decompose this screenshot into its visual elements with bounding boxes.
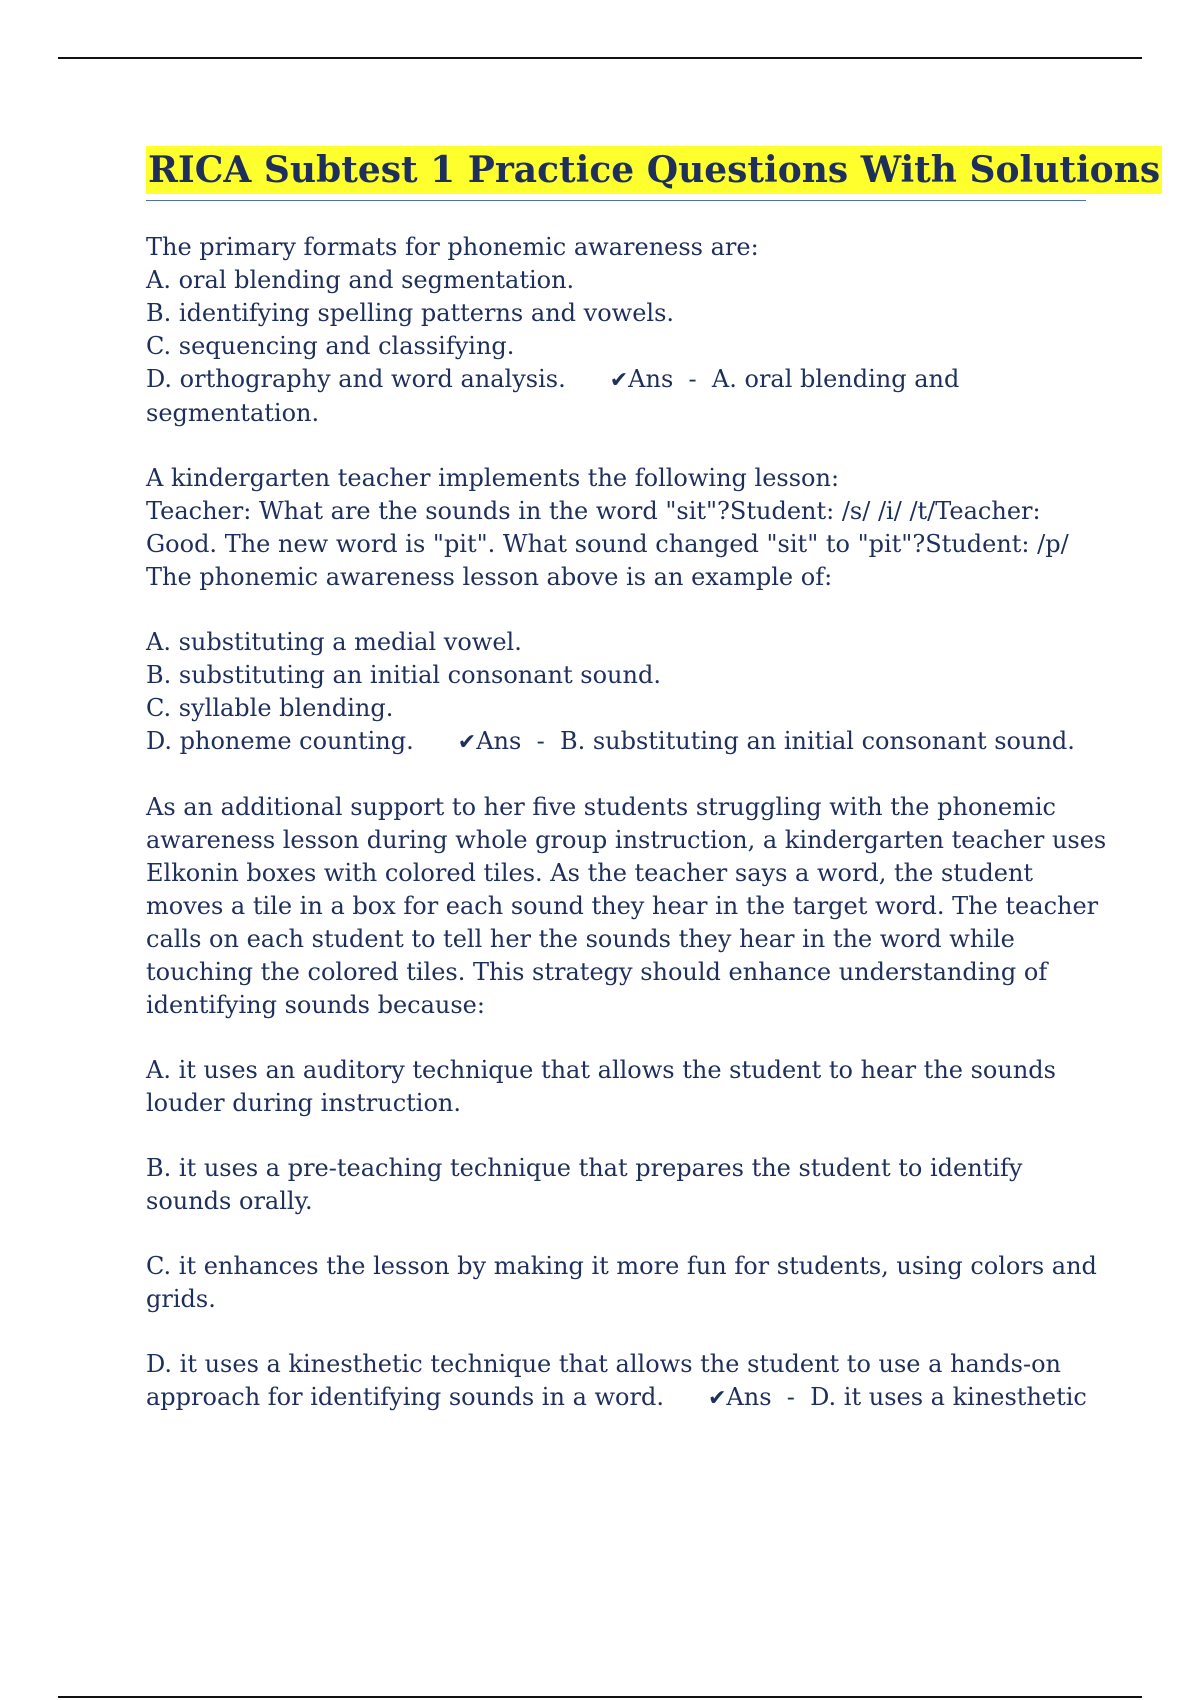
question-3 (146, 791, 1107, 1415)
question-1-answer-cont: segmentation. (146, 399, 320, 427)
question-3-option-d: D. it uses a kinesthetic technique that allows the student to use a hands-on (146, 1350, 1061, 1378)
question-3-option-b: B. it uses a pre-teaching technique that prepares the student to identify (146, 1154, 1023, 1182)
question-1-answer: A. oral blending and (711, 365, 960, 393)
question-3-prompt-line-4: moves a tile in a box for each sound they hear in the target word. The teacher (146, 892, 1099, 920)
question-1-option-b: B. identifying spelling patterns and vowels. (146, 299, 675, 327)
question-2-option-d: D. phoneme counting. (146, 727, 414, 755)
check-icon: ✔ (707, 1386, 727, 1411)
question-2-option-d-row (146, 725, 1086, 759)
page-top-rule (58, 57, 1142, 59)
question-2-option-b: B. substituting an initial consonant sound. (146, 661, 661, 689)
question-3-option-d-cont: approach for identifying sounds in a word. (146, 1383, 664, 1411)
question-2-prompt: A kindergarten teacher implements the following lesson: (146, 464, 840, 492)
question-3-prompt-line-5: calls on each student to tell her the sounds they hear in the word while (146, 925, 1015, 953)
question-1 (146, 231, 1086, 430)
question-2-answer: B. substituting an initial consonant sound. (559, 727, 1075, 755)
question-3-prompt-line-3: Elkonin boxes with colored tiles. As the teacher says a word, the student (146, 859, 1034, 887)
question-3-prompt-line-6: touching the colored tiles. This strategy should enhance understanding of (146, 958, 1048, 986)
check-icon: ✔ (457, 730, 477, 755)
question-3-option-a: A. it uses an auditory technique that allows the student to hear the sounds (146, 1056, 1056, 1084)
question-2-prompt-line-2: Teacher: What are the sounds in the word "sit"?Student: /s/ /i/ /t/Teacher: (146, 497, 1041, 525)
question-3-option-b-cont: sounds orally. (146, 1187, 313, 1215)
question-3-prompt-line-1: As an additional support to her five students struggling with the phonemic (146, 793, 1056, 821)
title-block (146, 146, 1161, 201)
document-body (146, 146, 1161, 1415)
question-1-option-d-row (146, 363, 1086, 397)
answer-label: Ans (726, 1383, 772, 1411)
question-1-option-a: A. oral blending and segmentation. (146, 266, 575, 294)
document-title: RICA Subtest 1 Practice Questions With Solutions (146, 146, 1162, 194)
answer-separator: - (786, 1383, 795, 1411)
question-3-option-c-cont: grids. (146, 1285, 216, 1313)
question-3-option-d-row (146, 1381, 1086, 1415)
question-3-answer: D. it uses a kinesthetic (810, 1383, 1087, 1411)
page-bottom-rule (58, 1696, 1142, 1698)
question-2-prompt-line-3: Good. The new word is "pit". What sound changed "sit" to "pit"?Student: /p/ (146, 530, 1069, 558)
question-2-option-a: A. substituting a medial vowel. (146, 628, 522, 656)
question-2 (146, 462, 1086, 759)
answer-label: Ans (628, 365, 674, 393)
answer-separator: - (688, 365, 697, 393)
answer-label: Ans (476, 727, 522, 755)
question-1-prompt: The primary formats for phonemic awareness are: (146, 233, 759, 261)
question-3-prompt-line-7: identifying sounds because: (146, 991, 485, 1019)
check-icon: ✔ (609, 368, 629, 393)
question-3-prompt-line-2: awareness lesson during whole group instruction, a kindergarten teacher uses (146, 826, 1107, 854)
question-1-option-d: D. orthography and word analysis. (146, 365, 566, 393)
question-3-option-a-cont: louder during instruction. (146, 1089, 461, 1117)
answer-separator: - (536, 727, 545, 755)
question-3-option-c: C. it enhances the lesson by making it more fun for students, using colors and (146, 1252, 1097, 1280)
question-2-option-c: C. syllable blending. (146, 694, 394, 722)
question-1-option-c: C. sequencing and classifying. (146, 332, 515, 360)
question-2-prompt-line-4: The phonemic awareness lesson above is an example of: (146, 563, 833, 591)
